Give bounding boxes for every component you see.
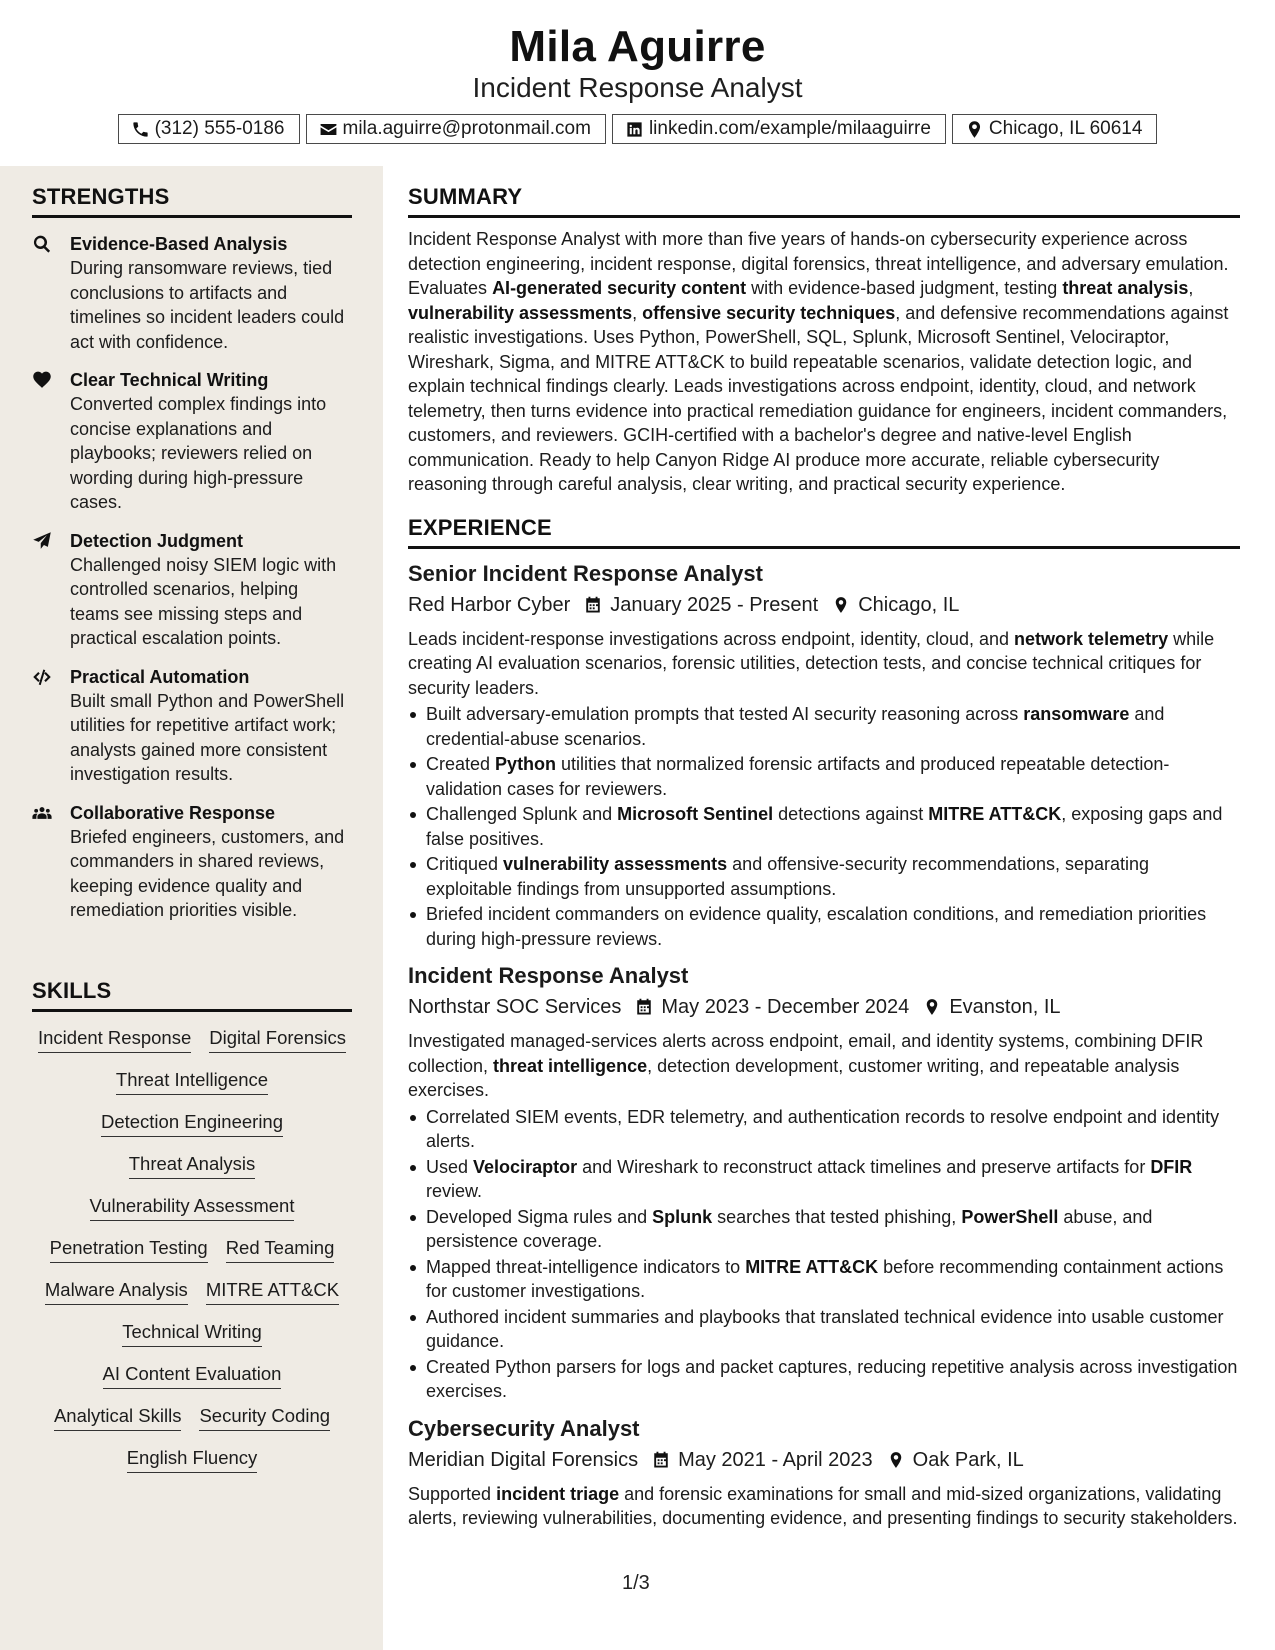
phone-icon (131, 120, 150, 139)
linkedin-icon (625, 120, 644, 139)
list-item (408, 702, 1240, 751)
text-run: , (632, 302, 643, 323)
text-run: and credential-abuse scenarios. (426, 704, 1165, 749)
text-run: , and defensive recommendations against realistic investigations. Uses Python, PowerShell, SQL, Splunk, Microsoft Sentinel, Velociraptor, Wireshark, Sigma, and MITRE ATT&CK to build repeatable scenarios, validate detection logic, and explain technical findings clearly. Leads investigations across endpoint, identity, cloud, and network telemetry, then turns evidence into practical remediation guidance for engineers, incident commanders, customers, and reviewers. GCIH-certified with a bachelor's degree and native-level English communication. Ready to help Canyon Ridge AI produce more accurate, reliable cybersecurity reasoning through careful analysis, clear writing, and practical security experience. (408, 302, 1229, 494)
emphasis-text: threat analysis (1062, 278, 1189, 298)
list-item (408, 1205, 1240, 1254)
job-list (408, 559, 1240, 1531)
skill-tag: Red Teaming (226, 1236, 335, 1263)
text-run: review. (426, 1181, 483, 1201)
job-dates: January 2025 - Present (610, 593, 819, 616)
text-run: , exposing gaps and false positives. (426, 804, 1223, 849)
list-item (408, 1255, 1240, 1304)
job-dates: May 2021 - April 2023 (678, 1448, 873, 1471)
contact-location (952, 114, 1158, 144)
contact-location-text: Chicago, IL 60614 (988, 118, 1143, 139)
text-run: Created (426, 754, 496, 774)
envelope-icon (319, 120, 338, 139)
emphasis-text: AI-generated security content (492, 278, 747, 298)
skill-tag: English Fluency (127, 1446, 258, 1473)
text-run: before recommending containment actions for customer investigations. (426, 1256, 1224, 1301)
skill-list (32, 1026, 352, 1473)
strengths-title: STRENGTHS (32, 184, 352, 218)
paper-plane-icon (32, 531, 52, 551)
job-description (408, 627, 1240, 701)
strength-title: Detection Judgment (70, 530, 244, 551)
job-entry (408, 961, 1240, 1404)
text-run: with evidence-based judgment, testing (746, 278, 1063, 298)
map-pin-icon (887, 1451, 905, 1469)
text-run: while creating AI evaluation scenarios, forensic utilities, detection tests, and concise technical critiques for security leaders. (408, 628, 1215, 698)
skill-tag: Analytical Skills (54, 1404, 182, 1431)
summary-text (408, 227, 1240, 497)
text-run: Leads incident-response investigations across endpoint, identity, cloud, and (408, 628, 1015, 649)
job-company: Northstar SOC Services (408, 996, 622, 1018)
map-pin-icon (965, 120, 984, 139)
skills-title: SKILLS (32, 978, 352, 1012)
summary-section (408, 184, 1240, 497)
text-run: Supported (408, 1483, 497, 1504)
text-run: Challenged Splunk and (426, 804, 618, 824)
emphasis-text: vulnerability assessments (408, 302, 633, 323)
job-description (408, 1029, 1240, 1103)
emphasis-text: MITRE ATT&CK (745, 1256, 879, 1277)
strength-desc: Challenged noisy SIEM logic with controlled scenarios, helping teams see missing steps and practical escalation points. (70, 554, 337, 648)
summary-title: SUMMARY (408, 184, 1240, 218)
strength-desc: Converted complex findings into concise explanations and playbooks; reviewers relied on wording during high-pressure cases. (70, 394, 327, 512)
text-run: Investigated managed-services alerts across endpoint, email, and identity systems, combining DFIR collection, (408, 1031, 1204, 1076)
experience-section (408, 515, 1240, 1531)
strength-desc: Built small Python and PowerShell utilities for repetitive artifact work; analysts gained more consistent investigation results. (70, 690, 345, 784)
strength-item (32, 368, 352, 515)
job-meta (408, 591, 1240, 619)
emphasis-text: Velociraptor (473, 1156, 578, 1177)
skill-tag: MITRE ATT&CK (206, 1278, 339, 1305)
emphasis-text: incident triage (496, 1483, 620, 1504)
text-run: , detection development, customer writing, and repeatable analysis exercises. (408, 1055, 1180, 1100)
heart-icon (32, 370, 52, 390)
list-item (408, 1155, 1240, 1204)
calendar-icon (652, 1451, 670, 1469)
job-meta (408, 993, 1240, 1021)
job-title: Cybersecurity Analyst (408, 1415, 640, 1441)
job-company: Red Harbor Cyber (408, 593, 571, 616)
emphasis-text: offensive security techniques (642, 302, 896, 323)
emphasis-text: vulnerability assessments (503, 854, 728, 874)
strength-item (32, 801, 352, 923)
text-run: Used (426, 1156, 474, 1177)
contact-email[interactable] (306, 114, 606, 144)
strength-item (32, 665, 352, 787)
text-run: Built adversary-emulation prompts that tested AI security reasoning across (426, 704, 1024, 724)
text-run: abuse, and persistence coverage. (426, 1206, 1153, 1251)
list-item (408, 852, 1240, 901)
emphasis-text: MITRE ATT&CK (928, 804, 1062, 824)
job-entry (408, 1414, 1240, 1531)
job-title: Incident Response Analyst (408, 963, 689, 988)
strength-item (32, 529, 352, 651)
job-description (408, 1482, 1240, 1531)
job-location: Oak Park, IL (912, 1448, 1024, 1471)
text-run: Briefed incident commanders on evidence quality, escalation conditions, and remediation priorities during high-pressure reviews. (426, 904, 1207, 949)
page-number: 1/3 (622, 1572, 650, 1594)
skill-tag: Digital Forensics (209, 1026, 346, 1053)
contact-bar (0, 114, 1275, 144)
text-run: utilities that normalized forensic artifacts and produced repeatable detection-validation cases for reviewers. (426, 754, 1170, 799)
users-icon (32, 803, 52, 823)
contact-email-text: mila.aguirre@protonmail.com (342, 118, 591, 139)
emphasis-text: PowerShell (961, 1206, 1059, 1227)
strength-item (32, 232, 352, 354)
text-run: and forensic examinations for small and mid-sized organizations, validating alerts, reviewing vulnerabilities, documenting evidence, and presenting findings to security stakeholders. (408, 1483, 1238, 1528)
skill-tag: Detection Engineering (101, 1110, 283, 1137)
text-run: detections against (773, 804, 929, 824)
text-run: Developed Sigma rules and (426, 1206, 653, 1227)
emphasis-text: network telemetry (1014, 628, 1169, 649)
text-run: Correlated SIEM events, EDR telemetry, and authentication records to resolve endpoint and identity alerts. (426, 1106, 1220, 1151)
text-run: Critiqued (426, 854, 504, 874)
skill-tag: Threat Analysis (129, 1152, 255, 1179)
strength-title: Practical Automation (70, 666, 250, 687)
job-dates: May 2023 - December 2024 (661, 996, 910, 1018)
contact-linkedin[interactable] (612, 114, 946, 144)
emphasis-text: threat intelligence (493, 1055, 648, 1076)
sidebar (0, 166, 383, 1650)
map-pin-icon (832, 596, 850, 614)
calendar-icon (584, 596, 602, 614)
skills-section (32, 978, 352, 1473)
job-entry (408, 559, 1240, 952)
strength-title: Evidence-Based Analysis (70, 234, 288, 254)
text-run: , (1188, 278, 1194, 298)
contact-phone-text: (312) 555-0186 (154, 118, 285, 139)
strength-title: Clear Technical Writing (70, 370, 269, 390)
text-run: and offensive-security recommendations, separating exploitable findings from unsupported assumptions. (426, 854, 1150, 899)
job-bullets (408, 702, 1240, 951)
text-run: searches that tested phishing, (712, 1206, 962, 1227)
job-location: Evanston, IL (949, 996, 1061, 1018)
emphasis-text: Python (495, 754, 557, 774)
text-run: Authored incident summaries and playbooks that translated technical evidence into usable customer guidance. (426, 1306, 1224, 1351)
list-item (408, 802, 1240, 851)
map-pin-icon (923, 998, 941, 1016)
skill-tag: Penetration Testing (50, 1236, 208, 1263)
job-location: Chicago, IL (858, 593, 960, 616)
text-run: Incident Response Analyst with more than five years of hands-on cybersecurity experience across detection engineering, incident response, digital forensics, threat intelligence, and adversary emulation. Evaluates (408, 229, 1229, 298)
skill-tag: Technical Writing (122, 1320, 262, 1347)
text-run: Created Python parsers for logs and packet captures, reducing repetitive analysis across investigation exercises. (426, 1356, 1238, 1401)
skill-tag: Threat Intelligence (116, 1068, 268, 1095)
code-icon (32, 667, 52, 687)
list-item (408, 1355, 1240, 1404)
skill-tag: Malware Analysis (45, 1278, 188, 1305)
emphasis-text: Splunk (652, 1206, 713, 1227)
list-item (408, 1105, 1240, 1154)
strength-desc: Briefed engineers, customers, and commanders in shared reviews, keeping evidence quality and remediation priorities visible. (70, 826, 345, 920)
calendar-icon (635, 998, 653, 1016)
experience-title: EXPERIENCE (408, 515, 1240, 549)
skill-tag: Security Coding (199, 1404, 330, 1431)
text-run: Mapped threat-intelligence indicators to (426, 1256, 746, 1277)
job-bullets (408, 1105, 1240, 1404)
resume-header (0, 0, 1275, 166)
candidate-role: Incident Response Analyst (472, 72, 803, 103)
text-run: and Wireshark to reconstruct attack timelines and preserve artifacts for (577, 1156, 1151, 1177)
list-item (408, 752, 1240, 801)
magnifier-icon (32, 234, 52, 254)
skill-tag: AI Content Evaluation (103, 1362, 282, 1389)
strength-title: Collaborative Response (70, 802, 276, 823)
strength-desc: During ransomware reviews, tied conclusions to artifacts and timelines so incident leaders could act with confidence. (70, 258, 345, 352)
main-content (408, 166, 1240, 1531)
strengths-section (32, 184, 352, 923)
emphasis-text: ransomware (1023, 704, 1130, 724)
skill-tag: Incident Response (38, 1026, 191, 1053)
list-item (408, 1305, 1240, 1354)
candidate-name: Mila Aguirre (509, 22, 766, 71)
emphasis-text: DFIR (1150, 1156, 1193, 1177)
contact-phone[interactable] (118, 114, 300, 144)
job-company: Meridian Digital Forensics (408, 1448, 639, 1471)
contact-linkedin-text: linkedin.com/example/milaaguirre (648, 118, 931, 139)
job-title: Senior Incident Response Analyst (408, 560, 763, 586)
emphasis-text: Microsoft Sentinel (617, 804, 774, 824)
skill-tag: Vulnerability Assessment (90, 1194, 295, 1221)
job-meta (408, 1446, 1240, 1474)
list-item (408, 902, 1240, 951)
